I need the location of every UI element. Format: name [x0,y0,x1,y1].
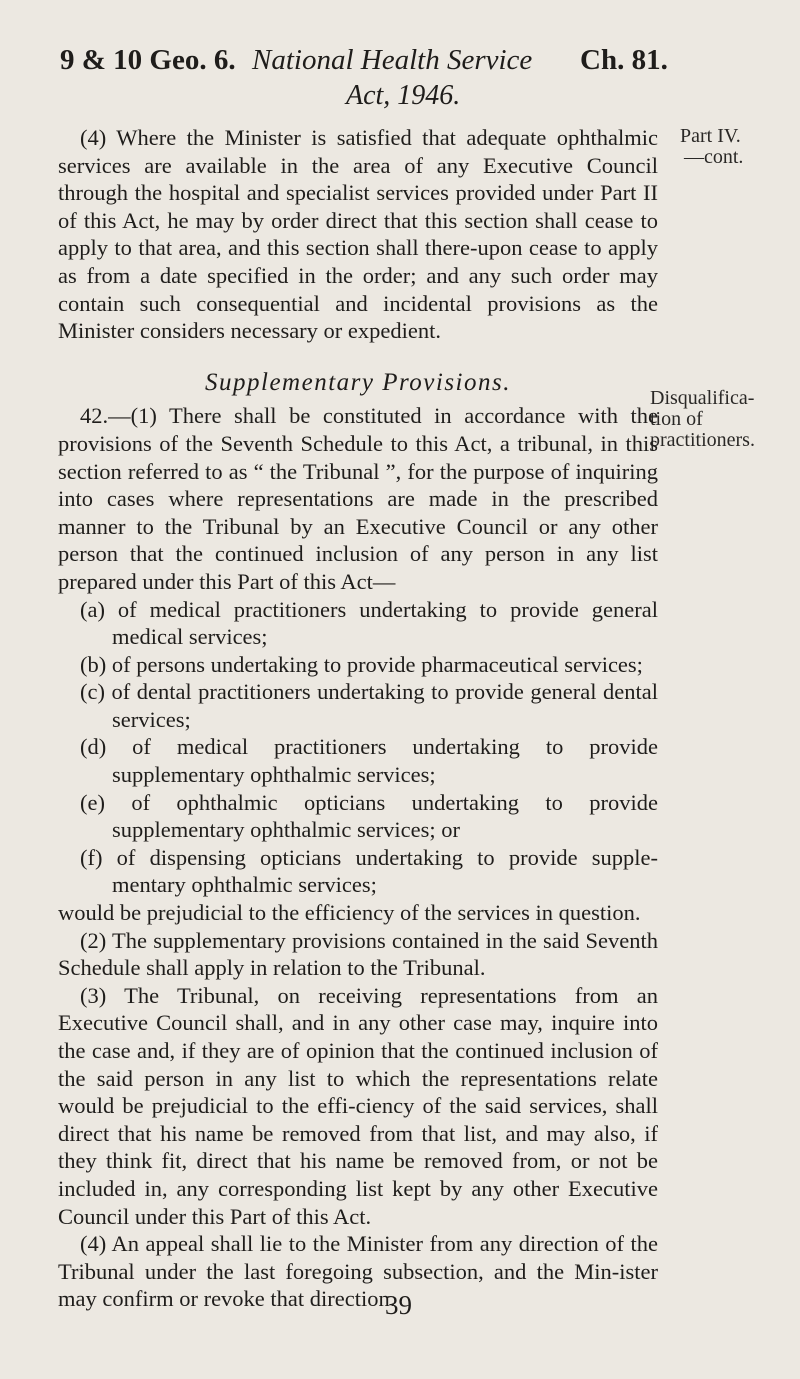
subsection-42-3: (3) The Tribunal, on receiving representations from an Executive Council shall, and in any other case may, inquire into the case and, if they are of opinion that the continued inclusion of the said person in any list to which the representations relate would be prejudicial to the effi-ciency of the said services, shall direct that his name be removed from that list, and may also, if they think fit, direct that his name be removed from, or not be included in, any corresponding list kept by any other Executive Council under this Part of this Act. [58,982,658,1229]
margin-note-part [680,126,743,168]
subsection-42-4: (4) An appeal shall lie to the Minister from any direction of the Tribunal under the last foregoing subsection, and the Min-ister may confirm or revoke that direction. [58,1231,658,1312]
header-act-year: Act, 1946. [346,80,461,111]
subsection-42-2: (2) The supplementary provisions contained in the said Seventh Schedule shall apply in relation to the Tribunal. [58,927,658,981]
list-item-a: (a) of medical practitioners undertaking to provide general medical services; [80,596,658,650]
subsection-4-ophthalmic: (4) Where the Minister is satisfied that adequate ophthalmic services are available in the area of any Executive Council through the hospital and specialist services provided under Part II of this Act, he may by order direct that this section shall cease to apply to that area, and this section shall there-upon cease to apply as from a date specified in the order; and any such order may contain such consequential and incidental provisions as the Minister considers necessary or expedient. [58,125,658,344]
list-item-c: (c) of dental practitioners undertaking to provide general dental services; [80,679,658,732]
heading-supplementary: Supplementary Provisions. [205,368,511,396]
list-item-b: (b) of persons undertaking to provide pharmaceutical services; [80,651,643,677]
page-number: 39 [385,1290,412,1320]
header-chapter: Ch. 81. [580,44,668,76]
margin-disq-line1: Disqualifica- [650,387,755,409]
list-item-f: (f) of dispensing opticians undertaking to provide supple-mentary ophthalmic services; [80,844,658,898]
list-item-e: (e) of ophthalmic opticians undertaking to provide supplementary ophthalmic services; or [80,789,658,843]
list-item-d: (d) of medical practitioners undertaking to provide supplementary ophthalmic services; [80,734,658,788]
document-body [58,124,658,1313]
margin-disq-line3: practitioners. [650,429,755,451]
margin-note-disqualification [650,388,755,451]
header-regnal-year: 9 & 10 Geo. 6. [60,44,236,76]
margin-part-label: Part IV. [680,125,741,147]
margin-cont-label: —cont. [684,146,744,168]
section-42-intro: 42.—(1) There shall be constituted in accordance with the provisions of the Seventh Schedule to this Act, a tribunal, in this section referred to as “ the Tribunal ”, for the purpose of inquiring into cases where representations are made in the prescribed manner to the Tribunal by an Executive Council or any other person that the continued inclusion of any person in any list prepared under this Part of this Act— [58,403,658,594]
section-42-closing: would be prejudicial to the efficiency of the services in question. [58,900,641,926]
margin-disq-line2: tion of [650,408,703,430]
running-header [60,44,740,114]
header-act-title: National Health Service [252,44,533,76]
